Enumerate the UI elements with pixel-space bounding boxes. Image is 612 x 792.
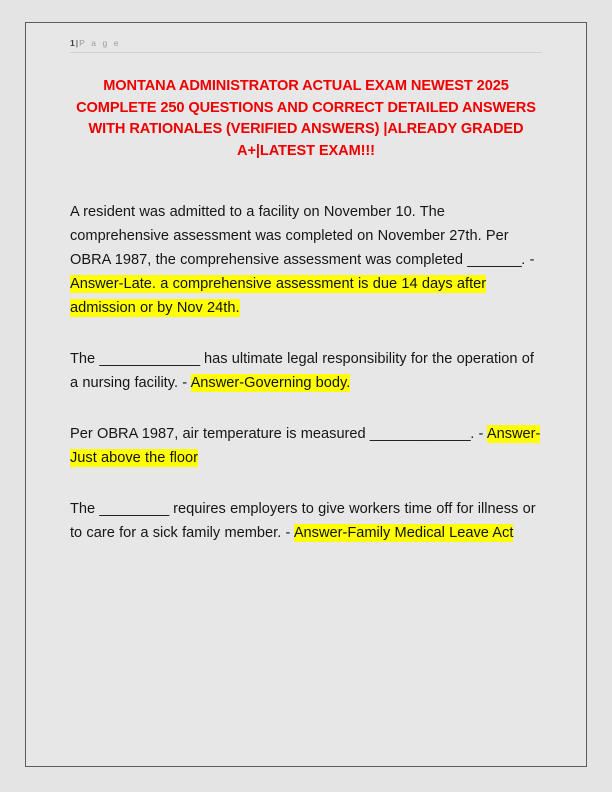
question-text-4a: The — [70, 501, 100, 517]
header-separator: | — [75, 38, 79, 48]
document-page — [25, 22, 587, 767]
answer-blank-4: _________ — [99, 501, 169, 517]
question-text-1a: A resident was admitted to a facility on November 10. The comprehensive assessment was completed on November 27th. Per OBRA 1987, the comprehensive assessment was completed — [70, 204, 509, 268]
question-text-4b: requires employers to give workers time off for illness or to care for a sick family member. - — [70, 501, 536, 541]
page-number: 1 — [70, 38, 75, 48]
answer-blank-1: _______ — [467, 252, 522, 268]
highlighted-answer-4: Answer-Family Medical Leave Act — [293, 525, 514, 541]
page-label: P a g e — [79, 38, 121, 48]
highlighted-answer-3: Answer-Just above the floor — [70, 426, 541, 466]
document-title: MONTANA ADMINISTRATOR ACTUAL EXAM NEWEST 2025 COMPLETE 250 QUESTIONS AND CORRECT DETAILED ANSWERS WITH RATIONALES (VERIFIED ANSWERS) |ALREADY GRADED A+|LATEST EXAM!!! — [76, 78, 536, 159]
question-answer-list — [70, 200, 542, 545]
running-header — [70, 23, 542, 53]
highlighted-answer-1: Answer-Late. a comprehensive assessment is due 14 days after admission or by Nov 24th. — [70, 276, 487, 316]
qa-block-1 — [70, 200, 542, 320]
qa-block-3 — [70, 422, 542, 470]
question-text-3a: Per OBRA 1987, air temperature is measured — [70, 426, 370, 442]
answer-blank-3: _____________ — [369, 426, 471, 442]
question-text-3b: . - — [470, 426, 487, 442]
qa-block-4 — [70, 497, 542, 545]
answer-blank-2: _____________ — [99, 351, 200, 367]
page-content-area — [26, 23, 586, 766]
qa-block-2 — [70, 347, 542, 395]
question-text-1b: . - — [521, 252, 535, 268]
highlighted-answer-2: Answer-Governing body. — [190, 375, 351, 391]
question-text-2b: has ultimate legal responsibility for the operation of a nursing facility. - — [70, 351, 534, 391]
question-text-2a: The — [70, 351, 100, 367]
